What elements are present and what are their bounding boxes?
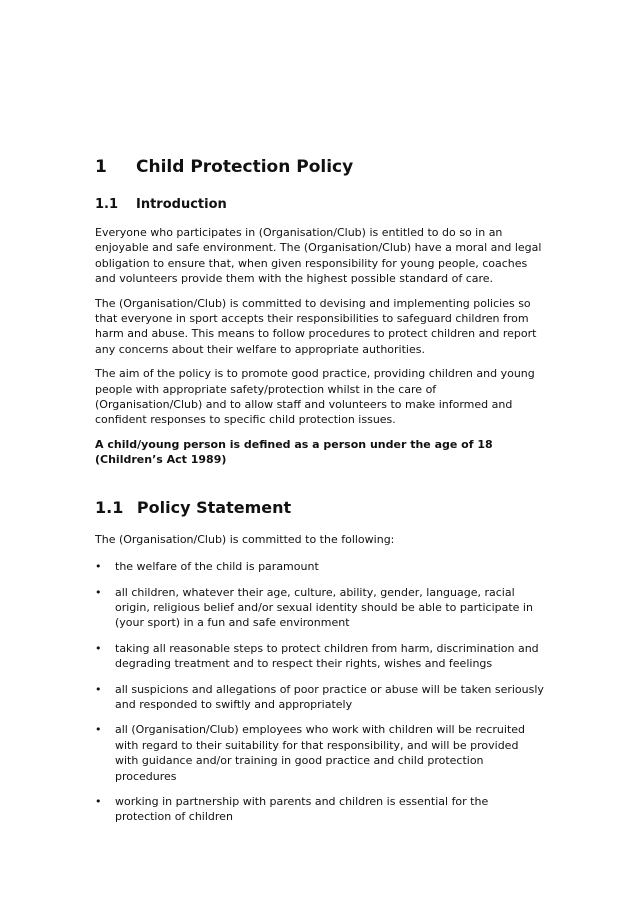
list-item — [95, 641, 545, 672]
section-heading — [95, 156, 545, 178]
intro-paragraph-2: The (Organisation/Club) is committed to devising and implementing policies so that everyone in sport accepts their responsibilities to safeguard children from harm and abuse. This means to follow procedures to protect children and report any concerns about their welfare to appropriate authorities. — [95, 296, 537, 356]
list-item — [95, 722, 545, 784]
subsection-heading-introduction — [95, 196, 545, 213]
list-item — [95, 559, 545, 574]
bullet-icon: • — [95, 794, 102, 808]
section-title: Child Protection Policy — [136, 157, 354, 177]
bullet-icon: • — [95, 723, 102, 737]
document-body — [95, 156, 545, 835]
list-item-text: taking all reasonable steps to protect children from harm, discrimination and degrading treatment and to respect their rights, wishes and feelings — [115, 641, 539, 671]
policy-statement-heading — [95, 498, 545, 518]
intro-paragraph-1: Everyone who participates in (Organisation/Club) is entitled to do so in an enjoyable and safe environment. The (Organisation/Club) have a moral and legal obligation to ensure that, when given responsibility for young people, coaches and volunteers provide them with the highest possible standard of care. — [95, 226, 542, 286]
list-item-text: working in partnership with parents and children is essential for the protection of children — [115, 794, 489, 824]
list-item-text: all suspicions and allegations of poor practice or abuse will be taken seriously and responded to swiftly and appropriately — [115, 682, 544, 711]
policy-number: 1.1 — [95, 497, 124, 517]
bullet-icon: • — [95, 682, 102, 696]
list-item — [95, 794, 545, 825]
commitment-list — [95, 559, 545, 825]
bullet-icon: • — [95, 585, 102, 599]
list-item-text: the welfare of the child is paramount — [115, 560, 319, 574]
list-item — [95, 682, 545, 713]
child-definition: A child/young person is defined as a person under the age of 18 (Children’s Act 1989) — [95, 437, 493, 467]
intro-paragraph-3: The aim of the policy is to promote good practice, providing children and young people with appropriate safety/protection whilst in the care of (Organisation/Club) and to allow staff and volunteers to make informed and confident responses to specific child protection issues. — [95, 367, 535, 427]
list-item-text: all (Organisation/Club) employees who work with children will be recruited with regard to their suitability for that responsibility, and will be provided with guidance and/or training in good practice and child protection procedures — [115, 723, 526, 783]
policy-title: Policy Statement — [136, 497, 292, 517]
policy-lead: The (Organisation/Club) is committed to the following: — [95, 532, 395, 546]
list-item — [95, 585, 545, 631]
section-number: 1 — [95, 157, 107, 177]
list-item-text: all children, whatever their age, culture, ability, gender, language, racial origin, religious belief and/or sexual identity should be able to participate in (your sport) in a fun and safe environment — [115, 585, 533, 630]
subsection-title: Introduction — [136, 197, 227, 212]
bullet-icon: • — [95, 641, 102, 655]
bullet-icon: • — [95, 560, 102, 574]
subsection-number: 1.1 — [95, 197, 119, 212]
